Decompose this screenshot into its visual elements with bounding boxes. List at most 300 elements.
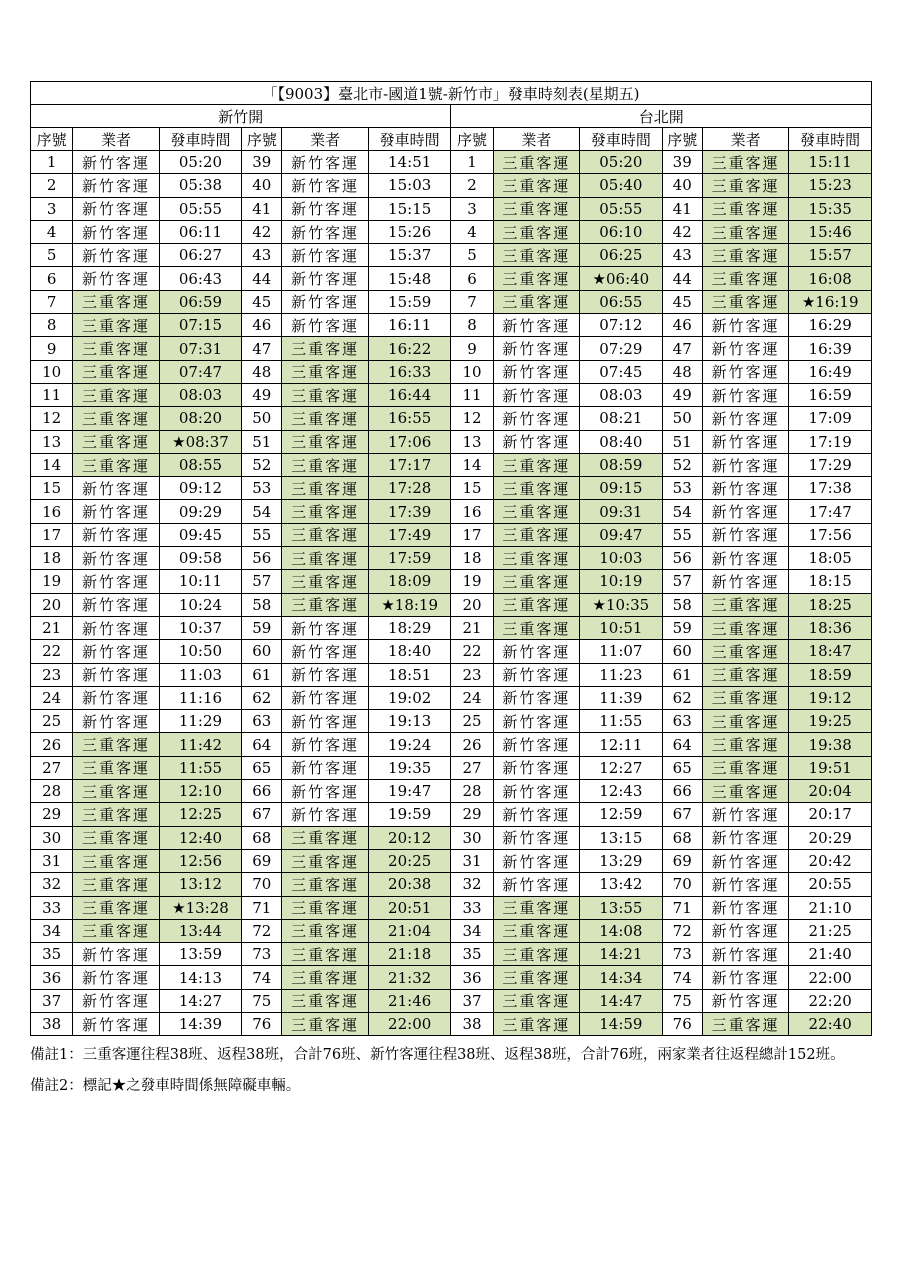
hsinchu-departure-time-cell: 14:27 xyxy=(159,989,241,1012)
hsinchu-operator-cell: 新竹客運 xyxy=(73,500,160,523)
hsinchu-seq-cell: 28 xyxy=(31,780,73,803)
hsinchu-departure-time-cell: 13:44 xyxy=(159,919,241,942)
taipei-operator-cell: 三重客運 xyxy=(702,174,789,197)
hsinchu-operator-cell: 新竹客運 xyxy=(73,523,160,546)
taipei-departure-time-cell: 20:42 xyxy=(789,849,872,872)
taipei-seq-cell: 48 xyxy=(662,360,702,383)
taipei-seq-cell: 51 xyxy=(662,430,702,453)
taipei-seq-cell: 67 xyxy=(662,803,702,826)
table-row xyxy=(31,407,872,430)
hsinchu-seq-cell: 38 xyxy=(31,1012,73,1035)
hsinchu-seq-cell: 49 xyxy=(242,383,282,406)
taipei-departure-time-cell: 06:55 xyxy=(580,290,662,313)
hsinchu-seq-cell: 30 xyxy=(31,826,73,849)
hsinchu-departure-time-cell: 17:49 xyxy=(368,523,450,546)
hsinchu-operator-cell: 三重客運 xyxy=(282,570,369,593)
hsinchu-operator-cell: 新竹客運 xyxy=(282,686,369,709)
taipei-operator-cell: 新竹客運 xyxy=(702,803,789,826)
taipei-operator-cell: 三重客運 xyxy=(493,267,580,290)
taipei-seq-cell: 17 xyxy=(451,523,493,546)
timetable-container xyxy=(30,81,872,1036)
hsinchu-operator-cell: 三重客運 xyxy=(73,873,160,896)
hsinchu-departure-time-cell: 06:43 xyxy=(159,267,241,290)
taipei-departure-time-cell: 14:21 xyxy=(580,943,662,966)
hsinchu-departure-time-cell: 06:59 xyxy=(159,290,241,313)
taipei-departure-time-cell: 08:40 xyxy=(580,430,662,453)
table-row xyxy=(31,523,872,546)
taipei-departure-time-cell: 07:29 xyxy=(580,337,662,360)
hsinchu-operator-cell: 新竹客運 xyxy=(73,267,160,290)
table-row xyxy=(31,244,872,267)
taipei-seq-cell: 12 xyxy=(451,407,493,430)
taipei-operator-cell: 新竹客運 xyxy=(493,803,580,826)
hsinchu-operator-cell: 三重客運 xyxy=(73,849,160,872)
table-row xyxy=(31,663,872,686)
taipei-operator-cell: 新竹客運 xyxy=(702,849,789,872)
hsinchu-departure-time-cell: 10:50 xyxy=(159,640,241,663)
taipei-seq-cell: 42 xyxy=(662,220,702,243)
hsinchu-seq-cell: 76 xyxy=(242,1012,282,1035)
hsinchu-seq-cell: 1 xyxy=(31,151,73,174)
taipei-departure-time-cell: 13:15 xyxy=(580,826,662,849)
hsinchu-operator-cell: 三重客運 xyxy=(282,430,369,453)
hsinchu-operator-cell: 三重客運 xyxy=(282,500,369,523)
hsinchu-operator-cell: 新竹客運 xyxy=(73,477,160,500)
taipei-operator-cell: 三重客運 xyxy=(493,896,580,919)
table-row xyxy=(31,943,872,966)
taipei-seq-cell: 57 xyxy=(662,570,702,593)
taipei-departure-time-cell: 08:21 xyxy=(580,407,662,430)
hsinchu-departure-time-cell: 20:38 xyxy=(368,873,450,896)
taipei-departure-time-cell: 16:29 xyxy=(789,314,872,337)
taipei-seq-cell: 16 xyxy=(451,500,493,523)
taipei-seq-cell: 64 xyxy=(662,733,702,756)
taipei-seq-cell: 11 xyxy=(451,383,493,406)
hsinchu-operator-cell: 三重客運 xyxy=(282,477,369,500)
column-header: 業者 xyxy=(73,128,160,151)
hsinchu-seq-cell: 33 xyxy=(31,896,73,919)
table-row xyxy=(31,710,872,733)
table-row xyxy=(31,989,872,1012)
hsinchu-departure-time-cell: 07:31 xyxy=(159,337,241,360)
hsinchu-seq-cell: 61 xyxy=(242,663,282,686)
hsinchu-seq-cell: 74 xyxy=(242,966,282,989)
hsinchu-operator-cell: 三重客運 xyxy=(73,360,160,383)
hsinchu-seq-cell: 3 xyxy=(31,197,73,220)
table-row xyxy=(31,616,872,639)
table-row xyxy=(31,570,872,593)
table-row xyxy=(31,267,872,290)
hsinchu-seq-cell: 70 xyxy=(242,873,282,896)
hsinchu-operator-cell: 新竹客運 xyxy=(73,1012,160,1035)
taipei-operator-cell: 新竹客運 xyxy=(493,686,580,709)
taipei-departure-time-cell: 17:09 xyxy=(789,407,872,430)
taipei-operator-cell: 三重客運 xyxy=(493,966,580,989)
taipei-operator-cell: 新竹客運 xyxy=(702,570,789,593)
hsinchu-operator-cell: 新竹客運 xyxy=(73,943,160,966)
taipei-operator-cell: 三重客運 xyxy=(493,547,580,570)
hsinchu-operator-cell: 新竹客運 xyxy=(73,663,160,686)
hsinchu-departure-time-cell: 19:47 xyxy=(368,780,450,803)
column-header: 發車時間 xyxy=(159,128,241,151)
hsinchu-operator-cell: 三重客運 xyxy=(282,873,369,896)
hsinchu-departure-time-cell: 16:11 xyxy=(368,314,450,337)
hsinchu-operator-cell: 新竹客運 xyxy=(73,989,160,1012)
taipei-seq-cell: 59 xyxy=(662,616,702,639)
taipei-operator-cell: 三重客運 xyxy=(702,593,789,616)
hsinchu-departure-time-cell: 14:39 xyxy=(159,1012,241,1035)
hsinchu-seq-cell: 64 xyxy=(242,733,282,756)
hsinchu-operator-cell: 新竹客運 xyxy=(282,663,369,686)
taipei-departure-time-cell: 13:55 xyxy=(580,896,662,919)
column-header-row xyxy=(31,128,872,151)
hsinchu-departure-time-cell: 17:59 xyxy=(368,547,450,570)
hsinchu-departure-time-cell: 06:27 xyxy=(159,244,241,267)
direction-hsinchu-header: 新竹開 xyxy=(31,105,451,128)
hsinchu-operator-cell: 新竹客運 xyxy=(73,686,160,709)
note-1: 備註1：三重客運往程38班、返程38班，合計76班、新竹客運往程38班、返程38班，合計76班，兩家業者往返程總計152班。 xyxy=(30,1047,845,1063)
taipei-departure-time-cell: 15:35 xyxy=(789,197,872,220)
hsinchu-seq-cell: 8 xyxy=(31,314,73,337)
hsinchu-departure-time-cell: ★18:19 xyxy=(368,593,450,616)
timetable-title: 「【9003】臺北市-國道1號-新竹市」發車時刻表(星期五) xyxy=(31,82,872,105)
taipei-operator-cell: 新竹客運 xyxy=(493,849,580,872)
hsinchu-departure-time-cell: 17:28 xyxy=(368,477,450,500)
taipei-operator-cell: 三重客運 xyxy=(702,780,789,803)
taipei-departure-time-cell: 07:12 xyxy=(580,314,662,337)
taipei-seq-cell: 60 xyxy=(662,640,702,663)
taipei-seq-cell: 29 xyxy=(451,803,493,826)
taipei-operator-cell: 新竹客運 xyxy=(493,873,580,896)
hsinchu-seq-cell: 46 xyxy=(242,314,282,337)
taipei-operator-cell: 三重客運 xyxy=(702,197,789,220)
taipei-seq-cell: 22 xyxy=(451,640,493,663)
hsinchu-departure-time-cell: 09:12 xyxy=(159,477,241,500)
taipei-departure-time-cell: 15:23 xyxy=(789,174,872,197)
taipei-departure-time-cell: 19:12 xyxy=(789,686,872,709)
table-row xyxy=(31,290,872,313)
hsinchu-seq-cell: 17 xyxy=(31,523,73,546)
hsinchu-operator-cell: 三重客運 xyxy=(73,314,160,337)
taipei-departure-time-cell: 11:07 xyxy=(580,640,662,663)
hsinchu-operator-cell: 新竹客運 xyxy=(282,174,369,197)
hsinchu-seq-cell: 22 xyxy=(31,640,73,663)
hsinchu-seq-cell: 51 xyxy=(242,430,282,453)
taipei-departure-time-cell: 08:03 xyxy=(580,383,662,406)
hsinchu-departure-time-cell: 22:00 xyxy=(368,1012,450,1035)
hsinchu-operator-cell: 新竹客運 xyxy=(282,616,369,639)
hsinchu-seq-cell: 60 xyxy=(242,640,282,663)
hsinchu-seq-cell: 54 xyxy=(242,500,282,523)
taipei-operator-cell: 新竹客運 xyxy=(493,663,580,686)
taipei-seq-cell: 25 xyxy=(451,710,493,733)
taipei-seq-cell: 1 xyxy=(451,151,493,174)
hsinchu-operator-cell: 三重客運 xyxy=(282,337,369,360)
taipei-seq-cell: 34 xyxy=(451,919,493,942)
taipei-operator-cell: 三重客運 xyxy=(493,244,580,267)
hsinchu-seq-cell: 26 xyxy=(31,733,73,756)
hsinchu-seq-cell: 23 xyxy=(31,663,73,686)
taipei-seq-cell: 74 xyxy=(662,966,702,989)
column-header: 序號 xyxy=(242,128,282,151)
hsinchu-operator-cell: 新竹客運 xyxy=(282,197,369,220)
taipei-departure-time-cell: 22:40 xyxy=(789,1012,872,1035)
hsinchu-seq-cell: 25 xyxy=(31,710,73,733)
hsinchu-departure-time-cell: 11:55 xyxy=(159,756,241,779)
hsinchu-operator-cell: 三重客運 xyxy=(73,896,160,919)
taipei-seq-cell: 71 xyxy=(662,896,702,919)
taipei-seq-cell: 43 xyxy=(662,244,702,267)
hsinchu-departure-time-cell: 05:20 xyxy=(159,151,241,174)
hsinchu-operator-cell: 三重客運 xyxy=(282,593,369,616)
hsinchu-seq-cell: 65 xyxy=(242,756,282,779)
taipei-departure-time-cell: 06:10 xyxy=(580,220,662,243)
taipei-seq-cell: 47 xyxy=(662,337,702,360)
taipei-operator-cell: 三重客運 xyxy=(702,733,789,756)
column-header: 業者 xyxy=(282,128,369,151)
taipei-seq-cell: 66 xyxy=(662,780,702,803)
taipei-operator-cell: 三重客運 xyxy=(702,151,789,174)
hsinchu-seq-cell: 14 xyxy=(31,453,73,476)
hsinchu-seq-cell: 6 xyxy=(31,267,73,290)
taipei-seq-cell: 33 xyxy=(451,896,493,919)
taipei-departure-time-cell: 16:08 xyxy=(789,267,872,290)
hsinchu-departure-time-cell: 11:16 xyxy=(159,686,241,709)
hsinchu-departure-time-cell: 07:47 xyxy=(159,360,241,383)
taipei-departure-time-cell: 09:31 xyxy=(580,500,662,523)
hsinchu-departure-time-cell: 08:20 xyxy=(159,407,241,430)
hsinchu-seq-cell: 39 xyxy=(242,151,282,174)
taipei-operator-cell: 三重客運 xyxy=(493,570,580,593)
taipei-seq-cell: 53 xyxy=(662,477,702,500)
taipei-seq-cell: 40 xyxy=(662,174,702,197)
hsinchu-seq-cell: 10 xyxy=(31,360,73,383)
taipei-operator-cell: 新竹客運 xyxy=(702,314,789,337)
hsinchu-departure-time-cell: 15:15 xyxy=(368,197,450,220)
taipei-departure-time-cell: 07:45 xyxy=(580,360,662,383)
hsinchu-seq-cell: 5 xyxy=(31,244,73,267)
taipei-operator-cell: 三重客運 xyxy=(493,220,580,243)
table-row xyxy=(31,873,872,896)
hsinchu-departure-time-cell: 06:11 xyxy=(159,220,241,243)
taipei-seq-cell: 46 xyxy=(662,314,702,337)
taipei-seq-cell: 36 xyxy=(451,966,493,989)
hsinchu-operator-cell: 三重客運 xyxy=(73,407,160,430)
hsinchu-departure-time-cell: 11:29 xyxy=(159,710,241,733)
taipei-operator-cell: 新竹客運 xyxy=(702,547,789,570)
taipei-seq-cell: 49 xyxy=(662,383,702,406)
taipei-operator-cell: 三重客運 xyxy=(702,756,789,779)
taipei-seq-cell: 45 xyxy=(662,290,702,313)
hsinchu-operator-cell: 三重客運 xyxy=(282,966,369,989)
taipei-seq-cell: 73 xyxy=(662,943,702,966)
hsinchu-departure-time-cell: 09:58 xyxy=(159,547,241,570)
taipei-departure-time-cell: ★10:35 xyxy=(580,593,662,616)
taipei-departure-time-cell: 09:15 xyxy=(580,477,662,500)
taipei-seq-cell: 15 xyxy=(451,477,493,500)
taipei-departure-time-cell: 12:43 xyxy=(580,780,662,803)
table-row xyxy=(31,803,872,826)
table-row xyxy=(31,919,872,942)
hsinchu-departure-time-cell: 20:25 xyxy=(368,849,450,872)
hsinchu-departure-time-cell: 11:42 xyxy=(159,733,241,756)
taipei-seq-cell: 24 xyxy=(451,686,493,709)
hsinchu-seq-cell: 32 xyxy=(31,873,73,896)
hsinchu-seq-cell: 63 xyxy=(242,710,282,733)
taipei-departure-time-cell: 10:03 xyxy=(580,547,662,570)
taipei-departure-time-cell: 17:56 xyxy=(789,523,872,546)
taipei-seq-cell: 4 xyxy=(451,220,493,243)
taipei-operator-cell: 新竹客運 xyxy=(493,733,580,756)
taipei-operator-cell: 三重客運 xyxy=(493,593,580,616)
taipei-departure-time-cell: 19:25 xyxy=(789,710,872,733)
hsinchu-departure-time-cell: 18:09 xyxy=(368,570,450,593)
hsinchu-departure-time-cell: 08:03 xyxy=(159,383,241,406)
taipei-seq-cell: 30 xyxy=(451,826,493,849)
hsinchu-departure-time-cell: 12:40 xyxy=(159,826,241,849)
taipei-departure-time-cell: 12:59 xyxy=(580,803,662,826)
table-row xyxy=(31,780,872,803)
hsinchu-seq-cell: 48 xyxy=(242,360,282,383)
taipei-departure-time-cell: 22:20 xyxy=(789,989,872,1012)
taipei-operator-cell: 三重客運 xyxy=(493,197,580,220)
hsinchu-operator-cell: 三重客運 xyxy=(282,896,369,919)
taipei-seq-cell: 20 xyxy=(451,593,493,616)
hsinchu-seq-cell: 55 xyxy=(242,523,282,546)
taipei-operator-cell: 三重客運 xyxy=(493,943,580,966)
taipei-departure-time-cell: 12:27 xyxy=(580,756,662,779)
taipei-seq-cell: 65 xyxy=(662,756,702,779)
taipei-seq-cell: 35 xyxy=(451,943,493,966)
hsinchu-seq-cell: 62 xyxy=(242,686,282,709)
hsinchu-seq-cell: 59 xyxy=(242,616,282,639)
taipei-departure-time-cell: 14:59 xyxy=(580,1012,662,1035)
hsinchu-operator-cell: 新竹客運 xyxy=(282,314,369,337)
hsinchu-seq-cell: 16 xyxy=(31,500,73,523)
taipei-departure-time-cell: 18:25 xyxy=(789,593,872,616)
taipei-seq-cell: 32 xyxy=(451,873,493,896)
hsinchu-operator-cell: 三重客運 xyxy=(282,989,369,1012)
taipei-departure-time-cell: 18:36 xyxy=(789,616,872,639)
taipei-departure-time-cell: 16:39 xyxy=(789,337,872,360)
taipei-departure-time-cell: 17:38 xyxy=(789,477,872,500)
taipei-seq-cell: 31 xyxy=(451,849,493,872)
taipei-operator-cell: 新竹客運 xyxy=(702,383,789,406)
hsinchu-departure-time-cell: ★08:37 xyxy=(159,430,241,453)
hsinchu-departure-time-cell: 10:24 xyxy=(159,593,241,616)
hsinchu-operator-cell: 三重客運 xyxy=(282,547,369,570)
taipei-operator-cell: 新竹客運 xyxy=(493,780,580,803)
taipei-operator-cell: 三重客運 xyxy=(493,523,580,546)
taipei-seq-cell: 63 xyxy=(662,710,702,733)
taipei-departure-time-cell: 21:40 xyxy=(789,943,872,966)
taipei-seq-cell: 7 xyxy=(451,290,493,313)
taipei-departure-time-cell: 11:39 xyxy=(580,686,662,709)
taipei-operator-cell: 三重客運 xyxy=(493,1012,580,1035)
taipei-operator-cell: 三重客運 xyxy=(493,174,580,197)
taipei-departure-time-cell: 17:19 xyxy=(789,430,872,453)
hsinchu-operator-cell: 三重客運 xyxy=(73,780,160,803)
taipei-departure-time-cell: 14:08 xyxy=(580,919,662,942)
taipei-departure-time-cell: 10:19 xyxy=(580,570,662,593)
taipei-seq-cell: 38 xyxy=(451,1012,493,1035)
hsinchu-operator-cell: 三重客運 xyxy=(73,756,160,779)
hsinchu-operator-cell: 新竹客運 xyxy=(73,593,160,616)
hsinchu-operator-cell: 新竹客運 xyxy=(73,197,160,220)
taipei-seq-cell: 10 xyxy=(451,360,493,383)
taipei-seq-cell: 3 xyxy=(451,197,493,220)
hsinchu-departure-time-cell: 16:22 xyxy=(368,337,450,360)
taipei-operator-cell: 新竹客運 xyxy=(493,337,580,360)
taipei-departure-time-cell: 18:05 xyxy=(789,547,872,570)
hsinchu-departure-time-cell: 15:48 xyxy=(368,267,450,290)
hsinchu-seq-cell: 4 xyxy=(31,220,73,243)
hsinchu-operator-cell: 新竹客運 xyxy=(73,174,160,197)
taipei-operator-cell: 三重客運 xyxy=(702,290,789,313)
hsinchu-seq-cell: 67 xyxy=(242,803,282,826)
hsinchu-operator-cell: 新竹客運 xyxy=(282,220,369,243)
taipei-departure-time-cell: 19:38 xyxy=(789,733,872,756)
hsinchu-departure-time-cell: 10:37 xyxy=(159,616,241,639)
hsinchu-departure-time-cell: 20:51 xyxy=(368,896,450,919)
hsinchu-operator-cell: 新竹客運 xyxy=(282,244,369,267)
hsinchu-operator-cell: 新竹客運 xyxy=(282,267,369,290)
hsinchu-departure-time-cell: 12:56 xyxy=(159,849,241,872)
hsinchu-operator-cell: 三重客運 xyxy=(282,826,369,849)
hsinchu-seq-cell: 57 xyxy=(242,570,282,593)
table-row xyxy=(31,849,872,872)
taipei-operator-cell: 新竹客運 xyxy=(493,430,580,453)
hsinchu-operator-cell: 新竹客運 xyxy=(73,710,160,733)
taipei-seq-cell: 62 xyxy=(662,686,702,709)
taipei-departure-time-cell: 18:47 xyxy=(789,640,872,663)
hsinchu-departure-time-cell: 08:55 xyxy=(159,453,241,476)
hsinchu-departure-time-cell: ★13:28 xyxy=(159,896,241,919)
taipei-operator-cell: 新竹客運 xyxy=(493,407,580,430)
hsinchu-seq-cell: 35 xyxy=(31,943,73,966)
hsinchu-seq-cell: 27 xyxy=(31,756,73,779)
hsinchu-seq-cell: 9 xyxy=(31,337,73,360)
taipei-operator-cell: 三重客運 xyxy=(702,616,789,639)
column-header: 序號 xyxy=(662,128,702,151)
taipei-seq-cell: 27 xyxy=(451,756,493,779)
taipei-departure-time-cell: 15:11 xyxy=(789,151,872,174)
hsinchu-operator-cell: 三重客運 xyxy=(73,290,160,313)
taipei-seq-cell: 58 xyxy=(662,593,702,616)
hsinchu-seq-cell: 31 xyxy=(31,849,73,872)
taipei-operator-cell: 新竹客運 xyxy=(702,523,789,546)
table-row xyxy=(31,733,872,756)
taipei-departure-time-cell: ★06:40 xyxy=(580,267,662,290)
hsinchu-operator-cell: 新竹客運 xyxy=(282,780,369,803)
taipei-seq-cell: 2 xyxy=(451,174,493,197)
hsinchu-departure-time-cell: 19:13 xyxy=(368,710,450,733)
taipei-seq-cell: 55 xyxy=(662,523,702,546)
taipei-departure-time-cell: 16:59 xyxy=(789,383,872,406)
hsinchu-departure-time-cell: 10:11 xyxy=(159,570,241,593)
table-row xyxy=(31,220,872,243)
hsinchu-departure-time-cell: 09:29 xyxy=(159,500,241,523)
taipei-operator-cell: 新竹客運 xyxy=(702,826,789,849)
taipei-operator-cell: 三重客運 xyxy=(493,500,580,523)
hsinchu-operator-cell: 三重客運 xyxy=(73,430,160,453)
hsinchu-departure-time-cell: 16:44 xyxy=(368,383,450,406)
taipei-seq-cell: 23 xyxy=(451,663,493,686)
taipei-seq-cell: 75 xyxy=(662,989,702,1012)
column-header: 業者 xyxy=(702,128,789,151)
hsinchu-departure-time-cell: 21:18 xyxy=(368,943,450,966)
hsinchu-departure-time-cell: 05:55 xyxy=(159,197,241,220)
